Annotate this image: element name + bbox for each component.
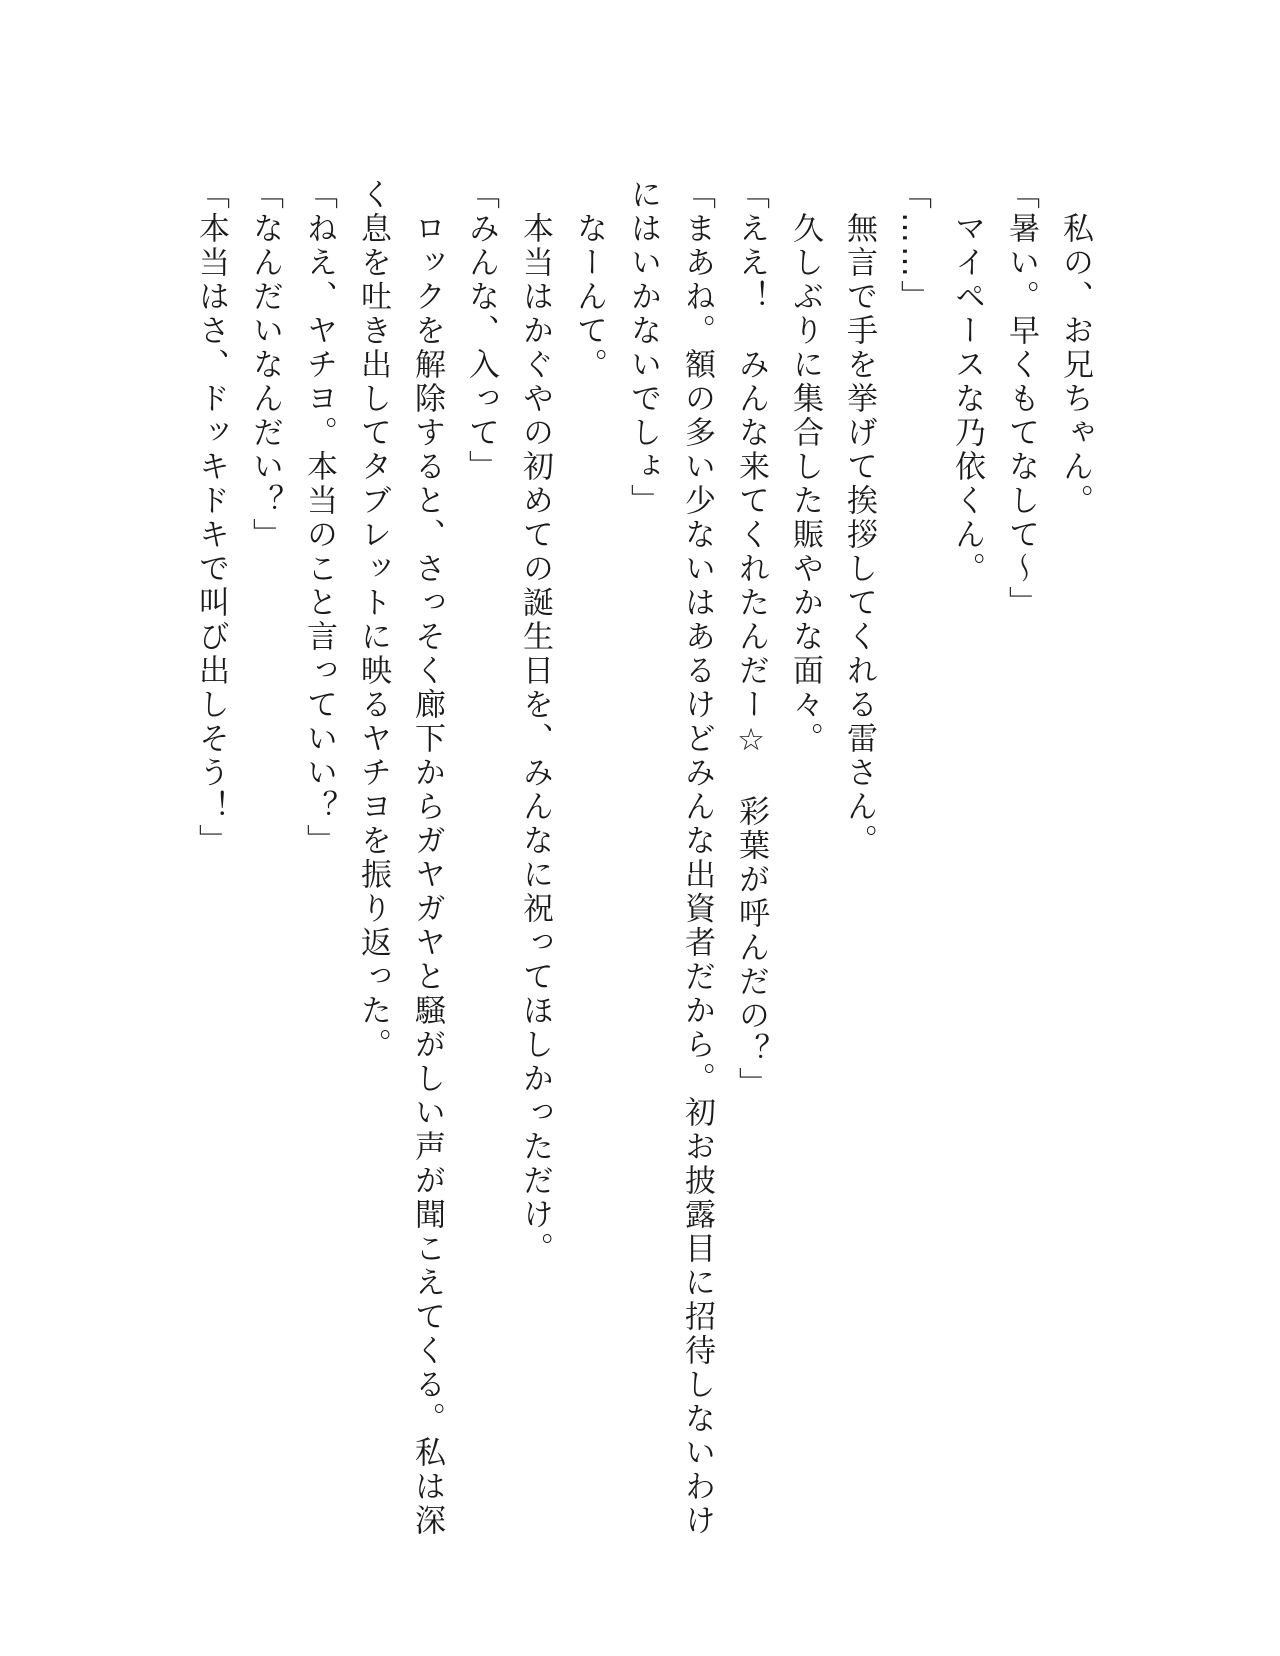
text-line: 「みんな、入って」 — [463, 178, 499, 484]
text-line: 無言で手を挙げて挨拶してくれる雷さん。 — [841, 178, 877, 858]
text-line: 「……」 — [895, 178, 931, 314]
text-line: 「暑い。早くもてなして～」 — [1003, 178, 1039, 620]
text-line: 久しぶりに集合した賑やかな面々。 — [787, 178, 823, 756]
text-line: 「まあね。額の多い少ないはあるけどみんな出資者だから。初お披露目に招待しないわけにはいかないでしょ」 — [625, 178, 715, 1538]
text-line: 「ええ！ みんな来てくれたんだー☆ 彩葉が呼んだの？」 — [733, 178, 769, 1101]
text-line: ロックを解除すると、さっそく廊下からガヤガヤと騒がしい声が聞こえてくる。私は深く息を吐き出してタブレットに映るヤチヨを振り返った。 — [355, 178, 445, 1538]
text-line: 本当はかぐやの初めての誕生日を、みんなに祝ってほしかっただけ。 — [517, 178, 553, 1266]
text-line: 私の、お兄ちゃん。 — [1057, 178, 1093, 518]
vertical-text-body — [184, 178, 1102, 1538]
text-line: マイペースな乃依くん。 — [949, 178, 985, 586]
text-line: なーんて。 — [571, 178, 607, 382]
text-line: 「ねえ、ヤチヨ。本当のこと言っていい？」 — [301, 178, 337, 858]
text-line: 「なんだいなんだい？」 — [247, 178, 283, 552]
text-line: 「本当はさ、ドッキドキで叫び出しそう！」 — [193, 178, 229, 858]
